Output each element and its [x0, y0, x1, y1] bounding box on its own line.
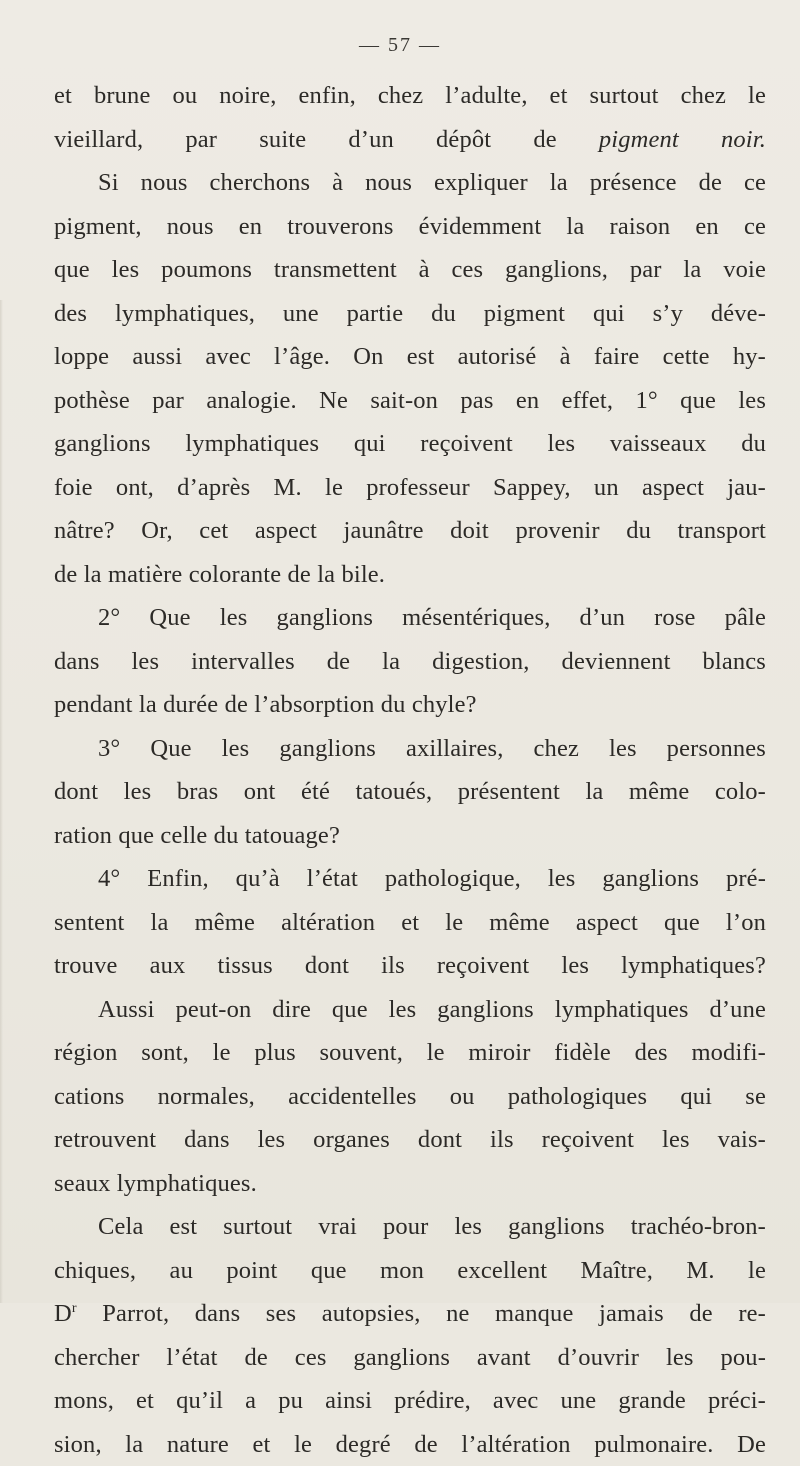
list-marker-2: 2° — [98, 604, 120, 631]
text-line: pendant la durée de l’absorption du chyle? — [54, 683, 766, 727]
text-line: cations normales, accidentelles ou pathologiques qui se — [54, 1075, 766, 1119]
text-line: mons, et qu’il a pu ainsi prédire, avec une grande préci- — [54, 1379, 766, 1423]
text-line: ganglions lymphatiques qui reçoivent les vaisseaux du — [54, 422, 766, 466]
text-line: chiques, au point que mon excellent Maître, M. le — [54, 1249, 766, 1293]
paragraph-start-line: Aussi peut-on dire que les ganglions lymphatiques d’une — [54, 988, 766, 1032]
text-line: pothèse par analogie. Ne sait-on pas en effet, 1° que les — [54, 379, 766, 423]
text-line: nâtre? Or, cet aspect jaunâtre doit provenir du transport — [54, 509, 766, 553]
page-number: — 57 — — [0, 34, 800, 57]
text-line: seaux lymphatiques. — [54, 1162, 766, 1206]
list-marker-1: 1° — [635, 387, 657, 414]
paragraph-start-line: 4° Enfin, qu’à l’état pathologique, les ganglions pré- — [54, 857, 766, 901]
text-line: pigment, nous en trouverons évidemment la raison en ce — [54, 205, 766, 249]
text-line: loppe aussi avec l’âge. On est autorisé à faire cette hy- — [54, 335, 766, 379]
list-marker-4: 4° — [98, 865, 120, 892]
text-line: sentent la même altération et le même aspect que l’on — [54, 901, 766, 945]
paragraph-start-line: 2° Que les ganglions mésentériques, d’un rose pâle — [54, 596, 766, 640]
text-line: retrouvent dans les organes dont ils reçoivent les vais- — [54, 1118, 766, 1162]
italic-term: pigment noir. — [599, 126, 766, 153]
text-line: trouve aux tissus dont ils reçoivent les lymphatiques? — [54, 944, 766, 988]
text-line: foie ont, d’après M. le professeur Sappey, un aspect jau- — [54, 466, 766, 510]
paragraph-start-line: 3° Que les ganglions axillaires, chez les personnes — [54, 727, 766, 771]
text-line: que les poumons transmettent à ces ganglions, par la voie — [54, 248, 766, 292]
text-line: dans les intervalles de la digestion, deviennent blancs — [54, 640, 766, 684]
body-text — [54, 74, 766, 1466]
superscript: r — [72, 1301, 77, 1316]
list-marker-3: 3° — [98, 735, 120, 762]
text-line: chercher l’état de ces ganglions avant d’ouvrir les pou- — [54, 1336, 766, 1380]
text-line: ration que celle du tatouage? — [54, 814, 766, 858]
text-line: sion, la nature et le degré de l’altération pulmonaire. De — [54, 1423, 766, 1466]
text-line: $D^r$ Parrot, dans ses autopsies, ne manque jamais de re- — [54, 1292, 766, 1336]
text-line: région sont, le plus souvent, le miroir fidèle des modifi- — [54, 1031, 766, 1075]
text-line: vieillard, par suite d’un dépôt de pigment noir. — [54, 118, 766, 162]
page-edge-shadow — [0, 300, 3, 1303]
paragraph-start-line: Si nous cherchons à nous expliquer la présence de ce — [54, 161, 766, 205]
text-line: de la matière colorante de la bile. — [54, 553, 766, 597]
text-line: et brune ou noire, enfin, chez l’adulte, et surtout chez le — [54, 74, 766, 118]
paragraph-start-line: Cela est surtout vrai pour les ganglions trachéo-bron- — [54, 1205, 766, 1249]
text-line: des lymphatiques, une partie du pigment qui s’y déve- — [54, 292, 766, 336]
text-line: dont les bras ont été tatoués, présentent la même colo- — [54, 770, 766, 814]
